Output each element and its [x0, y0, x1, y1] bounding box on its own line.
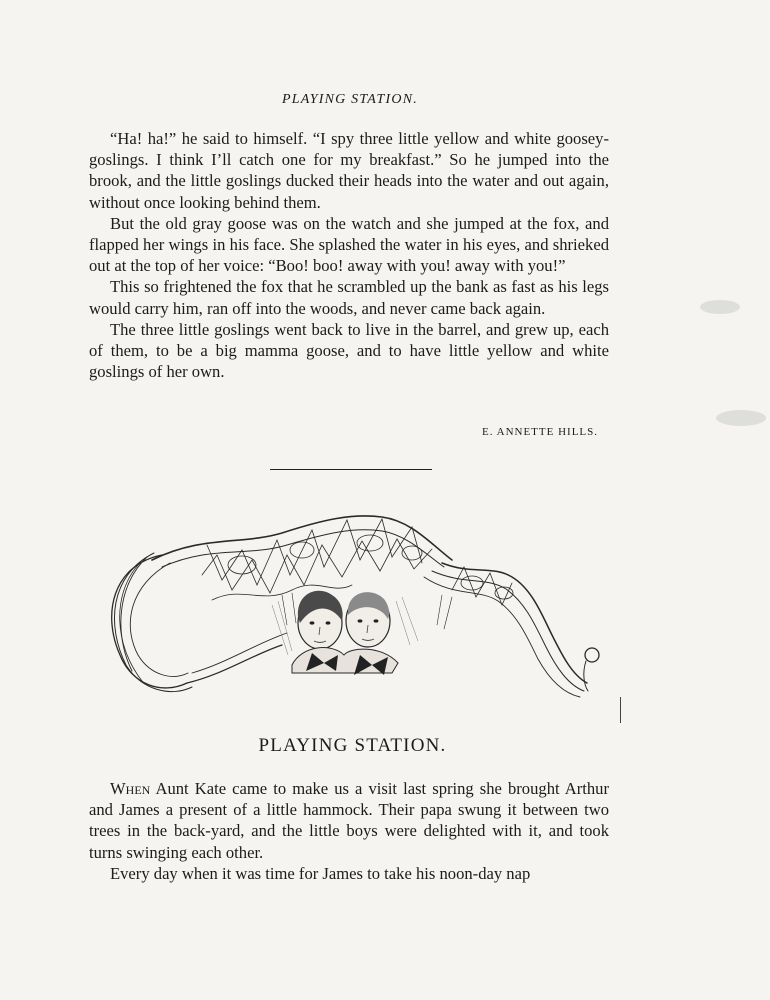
paragraph: Every day when it was time for James to take his noon-day nap [110, 863, 531, 883]
paper-smudge [716, 410, 766, 426]
margin-mark [620, 697, 621, 723]
drop-word: When [110, 779, 151, 798]
story-two-text [89, 778, 609, 884]
paragraph-text: Aunt Kate came to make us a visit last spring she brought Arthur and James a present of a little hammock. Their papa swung it between two trees in the back-yard, and the little boys were delighted with it, and took turns swinging each other. [89, 779, 609, 862]
paper-smudge [700, 300, 740, 314]
story-title: PLAYING STATION. [258, 735, 447, 756]
story-one-text [89, 128, 609, 382]
author-signature: E. ANNETTE HILLS. [482, 426, 598, 438]
paragraph [89, 778, 609, 863]
hammock-illustration [92, 505, 612, 705]
section-divider [270, 469, 432, 470]
paragraph: But the old gray goose was on the watch and she jumped at the fox, and flapped her wings in his face. She splashed the water in his eyes, and shrieked out at the top of her voice: “Boo! boo! away with you! away with you!” [89, 213, 609, 276]
paragraph: The three little goslings went back to live in the barrel, and grew up, each of them, to be a big mamma goose, and to have little yellow and white goslings of her own. [89, 319, 609, 382]
paragraph: This so frightened the fox that he scrambled up the bank as fast as his legs would carry him, ran off into the woods, and never came back again. [89, 277, 609, 318]
running-head: PLAYING STATION. [282, 92, 418, 107]
children-faces [272, 591, 418, 675]
paragraph: “Ha! ha!” he said to himself. “I spy three little yellow and white goosey-goslings. I think I’ll catch one for my breakfast.” So he jumped into the brook, and the little goslings ducked their heads into the water and out again, without once looking behind them. [89, 129, 609, 212]
